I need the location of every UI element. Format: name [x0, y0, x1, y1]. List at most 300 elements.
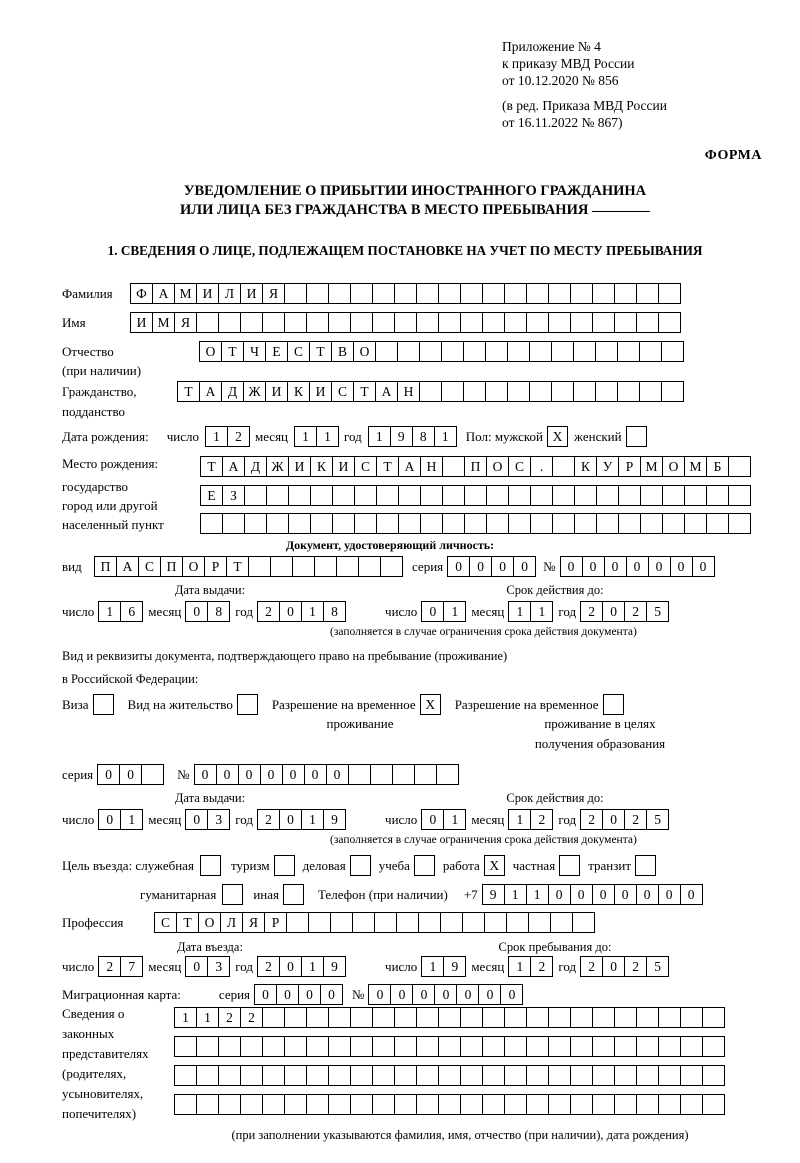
char-cell[interactable]: 0 — [97, 764, 120, 785]
char-cell[interactable] — [441, 341, 464, 362]
char-cell[interactable]: 2 — [624, 601, 647, 622]
char-cell[interactable] — [441, 381, 464, 402]
char-cell[interactable] — [416, 312, 439, 333]
char-cell[interactable]: 0 — [421, 809, 444, 830]
char-cell[interactable] — [706, 513, 729, 534]
stay-valid-day-input[interactable] — [421, 809, 465, 830]
name-input[interactable] — [130, 312, 680, 333]
char-cell[interactable] — [288, 485, 311, 506]
char-cell[interactable]: С — [331, 381, 354, 402]
char-cell[interactable] — [570, 1007, 593, 1028]
char-cell[interactable]: С — [354, 456, 377, 477]
char-cell[interactable] — [141, 764, 164, 785]
char-cell[interactable]: П — [160, 556, 183, 577]
char-cell[interactable] — [262, 1094, 285, 1115]
char-cell[interactable]: 2 — [624, 809, 647, 830]
char-cell[interactable] — [570, 312, 593, 333]
char-cell[interactable] — [482, 283, 505, 304]
char-cell[interactable]: Н — [397, 381, 420, 402]
char-cell[interactable]: 2 — [240, 1007, 263, 1028]
char-cell[interactable]: И — [332, 456, 355, 477]
char-cell[interactable] — [358, 556, 381, 577]
char-cell[interactable] — [462, 912, 485, 933]
residence-permit-checkbox[interactable] — [237, 694, 258, 715]
char-cell[interactable] — [438, 1065, 461, 1086]
char-cell[interactable]: 1 — [174, 1007, 197, 1028]
char-cell[interactable]: 2 — [227, 426, 250, 447]
char-cell[interactable] — [174, 1065, 197, 1086]
char-cell[interactable] — [328, 1007, 351, 1028]
char-cell[interactable] — [460, 1036, 483, 1057]
visa-checkbox[interactable] — [93, 694, 114, 715]
stay-doc-number-input[interactable] — [194, 764, 458, 785]
char-cell[interactable] — [310, 485, 333, 506]
char-cell[interactable]: 6 — [120, 601, 143, 622]
char-cell[interactable] — [240, 312, 263, 333]
char-cell[interactable]: 2 — [530, 956, 553, 977]
char-cell[interactable]: И — [288, 456, 311, 477]
char-cell[interactable] — [328, 1094, 351, 1115]
char-cell[interactable] — [684, 485, 707, 506]
char-cell[interactable] — [394, 312, 417, 333]
char-cell[interactable] — [284, 312, 307, 333]
char-cell[interactable] — [460, 1007, 483, 1028]
char-cell[interactable]: 8 — [412, 426, 435, 447]
char-cell[interactable]: Т — [176, 912, 199, 933]
char-cell[interactable]: 1 — [443, 809, 466, 830]
doc-kind-input[interactable] — [94, 556, 402, 577]
char-cell[interactable]: 0 — [98, 809, 121, 830]
char-cell[interactable] — [662, 485, 685, 506]
patronymic-input[interactable] — [199, 341, 683, 362]
char-cell[interactable]: Л — [218, 283, 241, 304]
char-cell[interactable]: . — [530, 456, 553, 477]
char-cell[interactable]: П — [464, 456, 487, 477]
char-cell[interactable]: 0 — [604, 556, 627, 577]
char-cell[interactable] — [306, 283, 329, 304]
char-cell[interactable]: 0 — [670, 556, 693, 577]
char-cell[interactable] — [284, 1065, 307, 1086]
char-cell[interactable]: 9 — [323, 809, 346, 830]
char-cell[interactable]: 3 — [207, 956, 230, 977]
char-cell[interactable]: 1 — [98, 601, 121, 622]
doc-valid-month-input[interactable] — [508, 601, 552, 622]
char-cell[interactable] — [330, 912, 353, 933]
char-cell[interactable] — [442, 513, 465, 534]
char-cell[interactable] — [506, 912, 529, 933]
migration-number-input[interactable] — [368, 984, 522, 1005]
doc-issue-day-input[interactable] — [98, 601, 142, 622]
char-cell[interactable] — [418, 912, 441, 933]
char-cell[interactable] — [548, 1007, 571, 1028]
char-cell[interactable] — [420, 513, 443, 534]
char-cell[interactable]: 0 — [614, 884, 637, 905]
char-cell[interactable]: А — [398, 456, 421, 477]
char-cell[interactable] — [286, 912, 309, 933]
char-cell[interactable]: 2 — [530, 809, 553, 830]
char-cell[interactable] — [504, 1007, 527, 1028]
char-cell[interactable] — [574, 513, 597, 534]
char-cell[interactable] — [397, 341, 420, 362]
char-cell[interactable]: Я — [242, 912, 265, 933]
char-cell[interactable] — [332, 513, 355, 534]
char-cell[interactable]: Ф — [130, 283, 153, 304]
char-cell[interactable] — [592, 1007, 615, 1028]
char-cell[interactable] — [419, 381, 442, 402]
char-cell[interactable]: Д — [221, 381, 244, 402]
char-cell[interactable]: 0 — [592, 884, 615, 905]
char-cell[interactable]: 0 — [456, 984, 479, 1005]
char-cell[interactable]: 0 — [602, 601, 625, 622]
doc-series-input[interactable] — [447, 556, 535, 577]
char-cell[interactable]: Ж — [243, 381, 266, 402]
char-cell[interactable]: О — [486, 456, 509, 477]
char-cell[interactable] — [328, 312, 351, 333]
char-cell[interactable] — [332, 485, 355, 506]
char-cell[interactable] — [460, 1094, 483, 1115]
char-cell[interactable] — [504, 1036, 527, 1057]
char-cell[interactable] — [394, 1007, 417, 1028]
char-cell[interactable] — [618, 485, 641, 506]
char-cell[interactable]: Ч — [243, 341, 266, 362]
stay-until-day-input[interactable] — [421, 956, 465, 977]
char-cell[interactable] — [442, 485, 465, 506]
char-cell[interactable] — [636, 1007, 659, 1028]
purpose-tourism-checkbox[interactable] — [274, 855, 295, 876]
char-cell[interactable]: К — [574, 456, 597, 477]
char-cell[interactable] — [661, 341, 684, 362]
char-cell[interactable]: 0 — [185, 601, 208, 622]
char-cell[interactable]: С — [508, 456, 531, 477]
representatives-input-3[interactable] — [174, 1065, 724, 1086]
char-cell[interactable]: Д — [244, 456, 267, 477]
migration-series-input[interactable] — [254, 984, 342, 1005]
char-cell[interactable]: А — [199, 381, 222, 402]
char-cell[interactable]: Е — [265, 341, 288, 362]
char-cell[interactable]: 1 — [508, 601, 531, 622]
char-cell[interactable] — [680, 1094, 703, 1115]
char-cell[interactable] — [372, 283, 395, 304]
char-cell[interactable] — [680, 1065, 703, 1086]
char-cell[interactable]: 0 — [513, 556, 536, 577]
purpose-private-checkbox[interactable] — [559, 855, 580, 876]
char-cell[interactable]: 0 — [491, 556, 514, 577]
char-cell[interactable]: 1 — [316, 426, 339, 447]
char-cell[interactable]: 0 — [478, 984, 501, 1005]
char-cell[interactable]: О — [182, 556, 205, 577]
doc-valid-day-input[interactable] — [421, 601, 465, 622]
char-cell[interactable] — [596, 485, 619, 506]
char-cell[interactable] — [573, 381, 596, 402]
stay-valid-month-input[interactable] — [508, 809, 552, 830]
char-cell[interactable] — [526, 1065, 549, 1086]
char-cell[interactable] — [372, 1007, 395, 1028]
char-cell[interactable] — [306, 1036, 329, 1057]
char-cell[interactable] — [262, 1036, 285, 1057]
char-cell[interactable] — [552, 513, 575, 534]
char-cell[interactable] — [218, 1094, 241, 1115]
char-cell[interactable] — [552, 485, 575, 506]
char-cell[interactable] — [174, 1036, 197, 1057]
char-cell[interactable] — [394, 283, 417, 304]
char-cell[interactable] — [548, 1036, 571, 1057]
char-cell[interactable] — [262, 1007, 285, 1028]
char-cell[interactable]: 0 — [276, 984, 299, 1005]
stay-issue-month-input[interactable] — [185, 809, 229, 830]
char-cell[interactable] — [244, 485, 267, 506]
char-cell[interactable] — [614, 1036, 637, 1057]
char-cell[interactable]: 1 — [530, 601, 553, 622]
char-cell[interactable] — [463, 381, 486, 402]
char-cell[interactable]: Р — [264, 912, 287, 933]
char-cell[interactable]: 0 — [602, 809, 625, 830]
char-cell[interactable]: А — [152, 283, 175, 304]
char-cell[interactable] — [530, 485, 553, 506]
char-cell[interactable] — [592, 1065, 615, 1086]
char-cell[interactable]: Н — [420, 456, 443, 477]
char-cell[interactable]: Е — [200, 485, 223, 506]
char-cell[interactable] — [438, 283, 461, 304]
char-cell[interactable] — [372, 312, 395, 333]
char-cell[interactable] — [292, 556, 315, 577]
char-cell[interactable]: 1 — [120, 809, 143, 830]
char-cell[interactable] — [614, 283, 637, 304]
phone-input[interactable] — [482, 884, 702, 905]
char-cell[interactable] — [218, 1036, 241, 1057]
char-cell[interactable]: С — [138, 556, 161, 577]
char-cell[interactable] — [526, 1036, 549, 1057]
char-cell[interactable]: 0 — [434, 984, 457, 1005]
char-cell[interactable] — [640, 485, 663, 506]
char-cell[interactable]: 0 — [447, 556, 470, 577]
char-cell[interactable] — [288, 513, 311, 534]
char-cell[interactable] — [529, 341, 552, 362]
char-cell[interactable] — [306, 1065, 329, 1086]
char-cell[interactable] — [372, 1094, 395, 1115]
purpose-study-checkbox[interactable] — [414, 855, 435, 876]
char-cell[interactable] — [614, 1007, 637, 1028]
purpose-business-checkbox[interactable] — [350, 855, 371, 876]
char-cell[interactable] — [350, 283, 373, 304]
char-cell[interactable]: Р — [618, 456, 641, 477]
char-cell[interactable] — [485, 381, 508, 402]
char-cell[interactable] — [570, 1036, 593, 1057]
char-cell[interactable] — [306, 312, 329, 333]
entry-year-input[interactable] — [257, 956, 345, 977]
char-cell[interactable]: З — [222, 485, 245, 506]
char-cell[interactable] — [592, 283, 615, 304]
entry-month-input[interactable] — [185, 956, 229, 977]
char-cell[interactable]: 0 — [254, 984, 277, 1005]
char-cell[interactable] — [398, 513, 421, 534]
char-cell[interactable]: В — [331, 341, 354, 362]
char-cell[interactable]: Т — [221, 341, 244, 362]
char-cell[interactable] — [680, 1036, 703, 1057]
char-cell[interactable]: П — [94, 556, 117, 577]
char-cell[interactable]: 0 — [680, 884, 703, 905]
char-cell[interactable]: 1 — [301, 809, 324, 830]
char-cell[interactable]: 2 — [580, 956, 603, 977]
char-cell[interactable] — [507, 341, 530, 362]
purpose-official-checkbox[interactable] — [200, 855, 221, 876]
char-cell[interactable] — [636, 1065, 659, 1086]
char-cell[interactable]: И — [196, 283, 219, 304]
purpose-work-checkbox[interactable]: X — [484, 855, 505, 876]
char-cell[interactable]: Л — [220, 912, 243, 933]
char-cell[interactable]: 0 — [560, 556, 583, 577]
char-cell[interactable] — [507, 381, 530, 402]
char-cell[interactable] — [702, 1094, 725, 1115]
char-cell[interactable]: 0 — [602, 956, 625, 977]
char-cell[interactable] — [460, 312, 483, 333]
char-cell[interactable] — [416, 1036, 439, 1057]
char-cell[interactable] — [436, 764, 459, 785]
char-cell[interactable]: 2 — [624, 956, 647, 977]
char-cell[interactable]: А — [222, 456, 245, 477]
char-cell[interactable]: О — [662, 456, 685, 477]
char-cell[interactable] — [354, 513, 377, 534]
char-cell[interactable] — [548, 1065, 571, 1086]
char-cell[interactable]: Т — [177, 381, 200, 402]
char-cell[interactable]: Т — [200, 456, 223, 477]
char-cell[interactable] — [639, 381, 662, 402]
char-cell[interactable] — [438, 1007, 461, 1028]
char-cell[interactable]: Т — [376, 456, 399, 477]
char-cell[interactable] — [394, 1094, 417, 1115]
stay-doc-series-input[interactable] — [97, 764, 163, 785]
entry-day-input[interactable] — [98, 956, 142, 977]
char-cell[interactable] — [482, 1007, 505, 1028]
char-cell[interactable]: 0 — [119, 764, 142, 785]
char-cell[interactable] — [438, 1036, 461, 1057]
char-cell[interactable] — [262, 312, 285, 333]
char-cell[interactable] — [354, 485, 377, 506]
char-cell[interactable] — [350, 1007, 373, 1028]
char-cell[interactable] — [508, 485, 531, 506]
char-cell[interactable] — [394, 1065, 417, 1086]
char-cell[interactable] — [328, 1036, 351, 1057]
char-cell[interactable] — [306, 1094, 329, 1115]
char-cell[interactable]: 5 — [646, 956, 669, 977]
char-cell[interactable]: 1 — [294, 426, 317, 447]
char-cell[interactable] — [573, 341, 596, 362]
char-cell[interactable]: 9 — [390, 426, 413, 447]
char-cell[interactable] — [314, 556, 337, 577]
char-cell[interactable] — [396, 912, 419, 933]
char-cell[interactable]: И — [309, 381, 332, 402]
char-cell[interactable]: 2 — [257, 809, 280, 830]
stay-until-month-input[interactable] — [508, 956, 552, 977]
char-cell[interactable] — [196, 1094, 219, 1115]
char-cell[interactable] — [551, 381, 574, 402]
char-cell[interactable] — [526, 1007, 549, 1028]
char-cell[interactable]: Ж — [266, 456, 289, 477]
char-cell[interactable] — [336, 556, 359, 577]
char-cell[interactable]: Я — [174, 312, 197, 333]
edu-residence-checkbox[interactable] — [603, 694, 624, 715]
char-cell[interactable]: 0 — [320, 984, 343, 1005]
char-cell[interactable] — [548, 312, 571, 333]
char-cell[interactable] — [416, 1007, 439, 1028]
char-cell[interactable] — [528, 912, 551, 933]
char-cell[interactable] — [614, 312, 637, 333]
char-cell[interactable]: М — [174, 283, 197, 304]
char-cell[interactable] — [728, 456, 751, 477]
char-cell[interactable] — [617, 341, 640, 362]
char-cell[interactable]: М — [684, 456, 707, 477]
char-cell[interactable] — [284, 1007, 307, 1028]
char-cell[interactable]: 0 — [500, 984, 523, 1005]
char-cell[interactable] — [592, 312, 615, 333]
char-cell[interactable]: 2 — [580, 601, 603, 622]
char-cell[interactable]: 1 — [301, 956, 324, 977]
char-cell[interactable] — [328, 1065, 351, 1086]
char-cell[interactable]: 2 — [257, 956, 280, 977]
char-cell[interactable]: С — [287, 341, 310, 362]
char-cell[interactable]: У — [596, 456, 619, 477]
char-cell[interactable] — [240, 1036, 263, 1057]
char-cell[interactable]: 0 — [185, 956, 208, 977]
char-cell[interactable]: Т — [353, 381, 376, 402]
char-cell[interactable] — [550, 912, 573, 933]
char-cell[interactable] — [658, 1065, 681, 1086]
representatives-input-1[interactable] — [174, 1007, 724, 1028]
char-cell[interactable] — [372, 1036, 395, 1057]
char-cell[interactable] — [728, 485, 751, 506]
char-cell[interactable] — [614, 1094, 637, 1115]
char-cell[interactable] — [350, 1094, 373, 1115]
purpose-other-checkbox[interactable] — [283, 884, 304, 905]
char-cell[interactable]: 0 — [648, 556, 671, 577]
char-cell[interactable]: 0 — [279, 809, 302, 830]
char-cell[interactable] — [484, 912, 507, 933]
char-cell[interactable]: 9 — [482, 884, 505, 905]
char-cell[interactable] — [174, 1094, 197, 1115]
char-cell[interactable] — [284, 283, 307, 304]
char-cell[interactable]: 0 — [216, 764, 239, 785]
char-cell[interactable] — [658, 283, 681, 304]
char-cell[interactable] — [596, 513, 619, 534]
char-cell[interactable] — [658, 1094, 681, 1115]
char-cell[interactable]: 0 — [636, 884, 659, 905]
char-cell[interactable]: 0 — [304, 764, 327, 785]
char-cell[interactable] — [438, 312, 461, 333]
char-cell[interactable]: И — [130, 312, 153, 333]
char-cell[interactable] — [482, 1065, 505, 1086]
birthplace-input-3[interactable] — [200, 513, 750, 534]
char-cell[interactable] — [416, 1094, 439, 1115]
char-cell[interactable]: 5 — [646, 601, 669, 622]
char-cell[interactable] — [572, 912, 595, 933]
doc-valid-year-input[interactable] — [580, 601, 668, 622]
char-cell[interactable] — [658, 1036, 681, 1057]
char-cell[interactable] — [485, 341, 508, 362]
char-cell[interactable]: О — [353, 341, 376, 362]
char-cell[interactable]: 2 — [257, 601, 280, 622]
char-cell[interactable]: М — [640, 456, 663, 477]
char-cell[interactable] — [570, 1065, 593, 1086]
char-cell[interactable] — [460, 283, 483, 304]
char-cell[interactable] — [416, 1065, 439, 1086]
char-cell[interactable] — [370, 764, 393, 785]
char-cell[interactable]: 0 — [298, 984, 321, 1005]
profession-input[interactable] — [154, 912, 594, 933]
char-cell[interactable] — [310, 513, 333, 534]
char-cell[interactable] — [504, 312, 527, 333]
char-cell[interactable]: 1 — [205, 426, 228, 447]
char-cell[interactable] — [504, 1094, 527, 1115]
char-cell[interactable] — [244, 513, 267, 534]
